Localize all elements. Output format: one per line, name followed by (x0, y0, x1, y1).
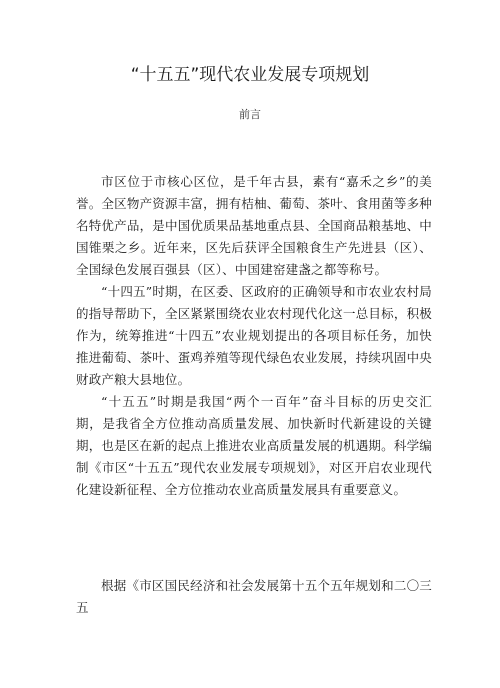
body-text-block-continued (76, 575, 432, 619)
section-heading-preface: 前言 (239, 108, 261, 121)
paragraph-4: 根据《市区国民经济和社会发展第十五个五年规划和二〇三五 (76, 578, 432, 615)
paragraph-1: 市区位于市核心区位，是千年古县，素有“嘉禾之乡”的美誉。全区物产资源丰富，拥有桔柚、葡萄、茶叶、食用菌等多种名特优产品，是中国优质果品基地重点县、全国商品粮基地、中国锥栗之乡。近年来，区先后获评全国粮食生产先进县（区）、全国绿色发展百强县（区）、中国建窑建盏之都等称号。 (76, 174, 432, 277)
paragraph-3: “十五五”时期是我国“两个一百年”奋斗目标的历史交汇期，是我省全方位推动高质量发展、加快新时代新建设的关键期，也是区在新的起点上推进农业高质量发展的机遇期。科学编制《市区“十五五”现代农业发展专项规划》，对区开启农业现代化建设新征程、全方位推动农业高质量发展具有重要意义。 (76, 394, 432, 497)
paragraph-2: “十四五”时期，在区委、区政府的正确领导和市农业农村局的指导帮助下，全区紧紧围绕农业农村现代化这一总目标，积极作为，统筹推进“十四五”农业规划提出的各项目标任务，加快推进葡萄、茶叶、蛋鸡养殖等现代绿色农业发展，持续巩固中央财政产粮大县地位。 (76, 284, 432, 387)
document-title: “十五五”现代农业发展专项规划 (130, 65, 370, 85)
body-text-block (76, 171, 432, 501)
